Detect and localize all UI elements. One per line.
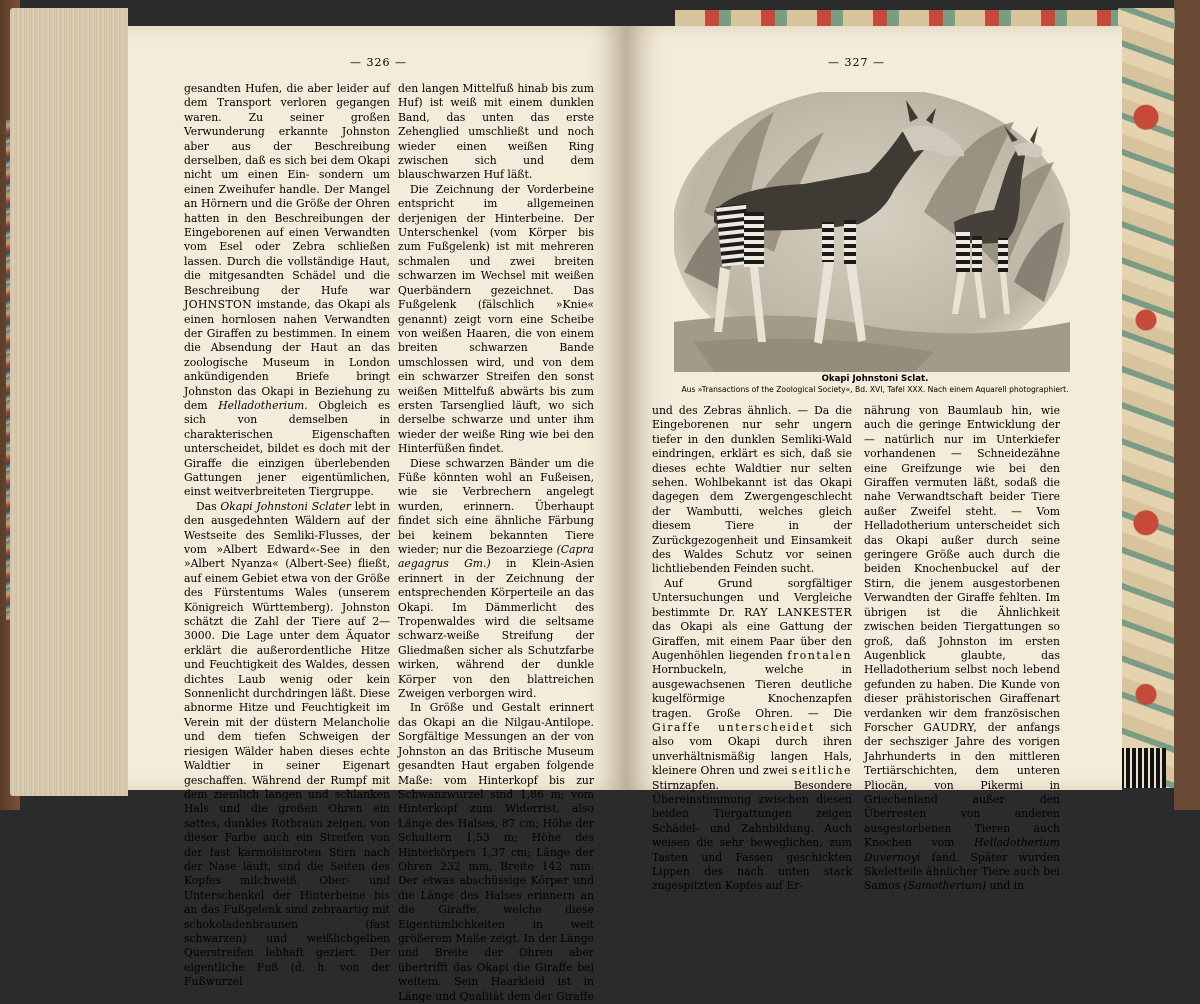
plate-caption-source: Aus »Transactions of the Zoological Society«, Bd. XVI, Tafel XXX. Nach einem Aquarell photographiert. — [681, 385, 1069, 394]
right-page-number: — 327 — — [828, 56, 885, 69]
color-scale-strip — [1120, 748, 1166, 788]
left-page-column-1 — [184, 82, 390, 990]
page-block-edge — [10, 8, 128, 796]
paragraph: nährung von Baumlaub hin, wie auch die geringe Entwicklung der — natürlich nur im Unterkiefer vorhandenen — Schneidezähne eine Greifzunge wie bei den Giraffen vermuten läßt, sodaß die nahe Verwandtschaft beider Tiere außer Zweifel steht. — Vom Helladotherium unterscheidet sich das Okapi außer durch seine geringere Größe auch durch die beiden Knochenbuckel auf der Stirn, die jenem ausgestorbenen Verwandten der Giraffe fehlten. Im übrigen ist die Ähnlichkeit zwischen beiden Tiergattungen so groß, daß Johnston im ersten Augenblick glaubte, das Helladotherium selbst noch lebend gefunden zu haben. Die Kunde von dieser prähistorischen Giraffenart verdanken wir dem französischen Forscher GAUDRY, der anfangs der sechsziger Jahre des vorigen Jahrhunderts in den mittleren Tertiärschichten, dem unteren Pliocän, von Pikermi in Griechenland außer den Überresten von anderen ausgestorbenen Tieren auch Knochen vom Helladotherium Duvernoyi fand. Später wurden Skeletteile ähnlicher Tiere auch bei Samos (Samotherium) und in — [864, 404, 1061, 893]
paragraph: und des Zebras ähnlich. — Da die Eingeborenen nur sehr ungern tiefer in den dunklen Semliki-Wald eindringen, erklärt es sich, daß sie dieses echte Waldtier nur selten sehen. Wohlbekannt ist das Okapi dagegen dem Zwergengeschlecht der Wambutti, welches gleich diesem Tiere in der Zurückgezogenheit und Einsamkeit des Waldes Schutz vor seinen lichtliebenden Feinden sucht. — [652, 404, 852, 576]
left-page-number: — 326 — — [350, 56, 407, 69]
right-page-column-2 — [864, 404, 1060, 894]
okapi-plate-image — [674, 92, 1070, 372]
paragraph: gesandten Hufen, die aber leider auf dem Transport verloren gegangen waren. Zu seiner großen Verwunderung erkannte Johnston aber aus der Beschreibung derselben, daß es sich bei dem Okapi nicht um einen Ein- sondern um einen Zweihufer handle. Der Mangel an Hörnern und die Größe der Ohren hatten in den Beschreibungen der Eingeborenen auf einen Verwandten vom Esel oder Zebra schließen lassen. Durch die vollständige Haut, die mitgesandten Schädel und die Beschreibung der Hufe war JOHNSTON imstande, das Okapi als einen hornlosen nahen Verwandten der Giraffen zu bestimmen. In einem die Absendung der Haut an das zoologische Museum in London ankündigenden Briefe bringt Johnston das Okapi in Beziehung zu dem Helladotherium. Obgleich es sich von demselben in charakterischen Eigenschaften unterscheidet, bildet es doch mit der Giraffe die einzigen überlebenden Gattungen jener eigentümlichen, einst weitverbreiteten Tiergruppe. — [184, 82, 390, 499]
right-page-column-1 — [652, 404, 852, 894]
endpaper-pattern — [1118, 8, 1174, 788]
paragraph: Die Zeichnung der Vorderbeine entspricht im allgemeinen derjenigen der Hinterbeine. Der Unterschenkel (vom Körper bis zum Fußgelenk) ist mit mehreren schmalen und zwei breiten schwarzen im Wechsel mit weißen Querbändern gezeichnet. Das Fußgelenk (fälschlich »Knie« genannt) zeigt vorn eine Scheibe von weißen Haaren, die von einem breiten schwarzen Bande umschlossen wird, und von dem ein schwarzer Streifen den sonst weißen Mittelfuß abwärts bis zum ersten Tarsenglied läuft, wo sich derselbe schwarze und unter ihm wieder der weiße Ring wie bei den Hinterfüßen findet. — [398, 182, 594, 456]
okapi-illustration — [674, 92, 1070, 372]
plate-caption-title: Okapi Johnstoni Sclat. — [821, 374, 929, 384]
paragraph: den langen Mittelfuß hinab bis zum Huf) ist weiß mit einem dunklen Band, das unten das erste Zehenglied umschließt und noch wieder einen weißen Ring zwischen sich und dem blauschwarzen Huf läßt. — [398, 82, 594, 182]
paragraph: Auf Grund sorgfältiger Untersuchungen und Vergleiche bestimmte Dr. RAY LANKESTER das Okapi als eine Gattung der Giraffen, mit einem Paar über den Augenhöhlen liegenden frontalen Hornbuckeln, welche in ausgewachsenen Tieren deutliche kugelförmige Knochenzapfen tragen. Große Ohren. — Die Giraffe unterscheidet sich also vom Okapi durch ihren unverhältnismäßig langen Hals, kleinere Ohren und zwei seitliche Stirnzapfen. Besondere Übereinstimmung zwischen diesen beiden Tiergattungen zeigen Schädel- und Zahnbildung. Auch weisen die sehr beweglichen, zum Tasten und Fassen geschickten Lippen des nach unten stark zugespitzten Kopfes auf Er- — [652, 576, 853, 893]
left-page-column-2 — [398, 82, 594, 1004]
paragraph: In Größe und Gestalt erinnert das Okapi an die Nilgau-Antilope. Sorgfältige Messungen an der von Johnston an das Britische Museum gesandten Haut ergaben folgende Maße: vom Hinterkopf bis zur Schwanzwurzel sind 1,86 m; vom Hinterkopf zum Widerrist, also Länge des Halses, 87 cm; Höhe der Schultern 1,53 m; Höhe des Hinterkörpers 1,37 cm; Länge der Ohren 232 mm, Breite 142 mm. Der etwas abschüssige Körper und die Länge des Halses erinnern an die Giraffe, welche diese Eigentümlichkeiten in weit größerem Maße zeigt. In der Länge und Breite der Ohren aber übertrifft das Okapi die Giraffe bei weitem. Sein Haarkleid ist in Länge und Qualität dem der Giraffe — [398, 701, 594, 1003]
paragraph: Diese schwarzen Bänder um die Füße könnten wohl an Fußeisen, wie sie Verbrechern angelegt wurden, erinnern. Überhaupt findet sich eine ähnliche Färbung bei keinem bekannten Tiere wieder; nur die Bezoarziege (Capra aegagrus Gm.) in Klein-Asien erinnert in der Zeichnung der entsprechenden Körperteile an das Okapi. Im Dämmerlicht des Tropenwaldes wird die seltsame schwarz-weiße Streifung der Gliedmaßen sicher als Schutzfarbe wirken, während der dunkle Körper von den blattreichen Zweigen verborgen wird. — [398, 456, 595, 701]
paragraph: Das Okapi Johnstoni Sclater lebt in den ausgedehnten Wäldern auf der Westseite des Semliki-Flusses, der vom »Albert Edward«-See in den »Albert Nyanza« (Albert-See) fließt, auf einem Gebiet etwa von der Größe des Fürstentums Wales (unserem Königreich Württemberg). Johnston schätzt die Zahl der Tiere auf 2—3000. Die Lage unter dem Äquator erklärt die außerordentliche Hitze und Feuchtigkeit des Waldes, dessen dichtes Laub wenig oder kein Sonnenlicht durchdringen läßt. Diese abnorme Hitze und Feuchtigkeit im Verein mit der düstern Melancholie und dem tiefen Schweigen der riesigen Wälder haben dieses echte Waldtier in seiner Eigenart geschaffen. Während der Rumpf mit dem ziemlich langen und schlanken Hals und die großen Ohren ein sattes, dunkles Rotbraun zeigen, von dieser Farbe auch ein Streifen von der fast karmoisinroten Stirn nach der Nase läuft, sind die Seiten des Kopfes milchweiß. Ober- und Unterschenkel der Hinterbeine bis an das Fußgelenk sind zebraartig mit schokoladenbraunen (fast schwarzen) und weißlichgelben Querstreifen lebhaft geziert. Der eigentliche Fuß (d. h. von der Fußwurzel — [184, 499, 390, 989]
book-cover-right — [1174, 0, 1200, 810]
